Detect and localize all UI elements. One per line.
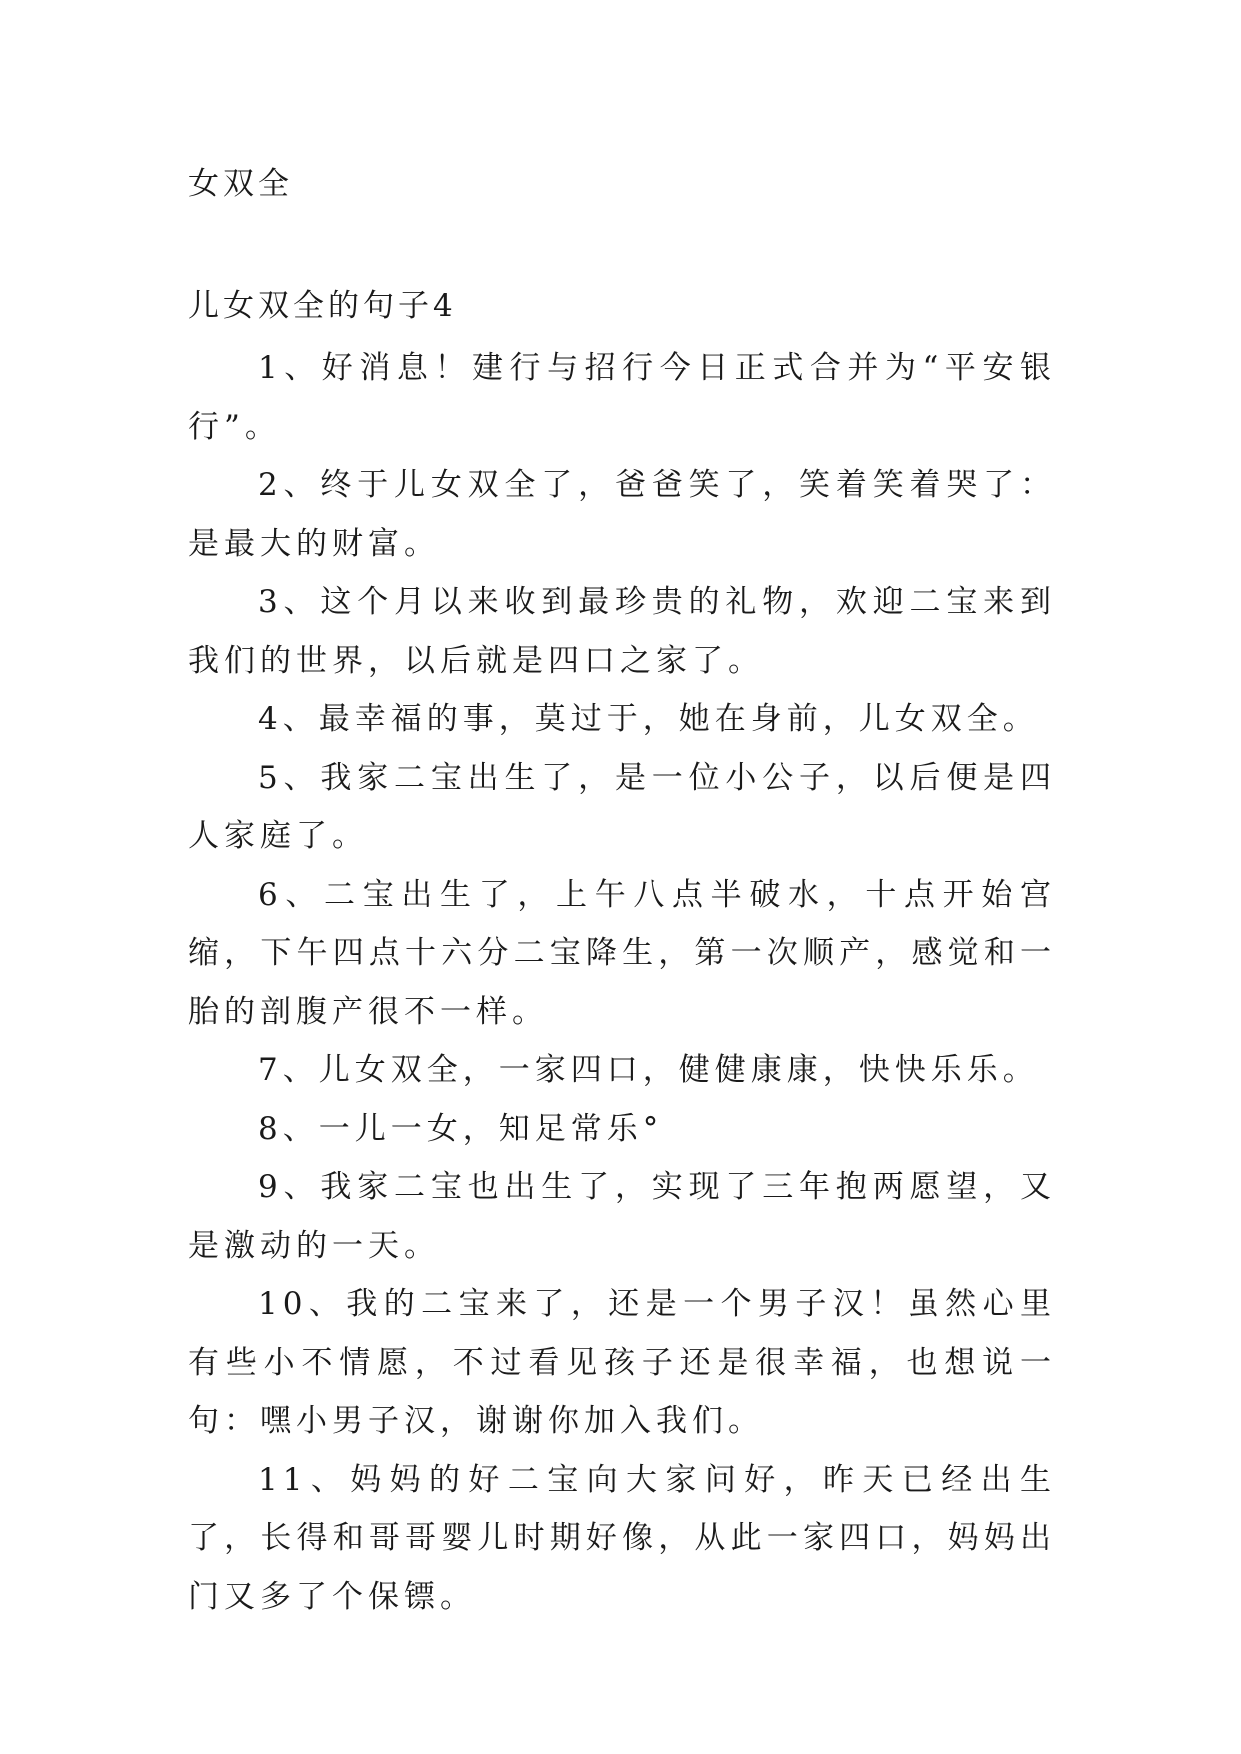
paragraph-9: 9、我家二宝也出生了，实现了三年抱两愿望，又是激动的一天。 — [188, 1169, 1056, 1264]
paragraph-3: 3、这个月以来收到最珍贵的礼物，欢迎二宝来到我们的世界，以后就是四口之家了。 — [188, 584, 1056, 679]
paragraph-11: 11、妈妈的好二宝向大家问好，昨天已经出生了，长得和哥哥婴儿时期好像，从此一家四口，妈妈出门又多了个保镖。 — [188, 1461, 1056, 1615]
paragraph-1: 1、好消息！建行与招行今日正式合并为“平安银行”。 — [188, 350, 1056, 445]
paragraph-7: 7、儿女双全，一家四口，健健康康，快快乐乐。 — [258, 1052, 1039, 1088]
paragraph-10: 10、我的二宝来了，还是一个男子汉！虽然心里有些小不情愿，不过看见孩子还是很幸福，也想说一句：嘿小男子汉，谢谢你加入我们。 — [188, 1286, 1056, 1439]
paragraph-2: 2、终于儿女双全了，爸爸笑了，笑着笑着哭了：是最大的财富。 — [188, 467, 1056, 562]
paragraph-8: 8、一儿一女，知足常乐° — [258, 1110, 664, 1147]
paragraph-4: 4、最幸福的事，莫过于，她在身前，儿女双全。 — [258, 701, 1039, 737]
continued-title-fragment: 女双全 — [188, 166, 293, 202]
paragraph-5: 5、我家二宝出生了，是一位小公子，以后便是四人家庭了。 — [188, 759, 1056, 854]
document-body — [188, 339, 1056, 1626]
section-heading: 儿女双全的句子4 — [188, 288, 457, 324]
paragraph-6: 6、二宝出生了，上午八点半破水，十点开始宫缩，下午四点十六分二宝降生，第一次顺产，感觉和一胎的剖腹产很不一样。 — [188, 876, 1056, 1030]
